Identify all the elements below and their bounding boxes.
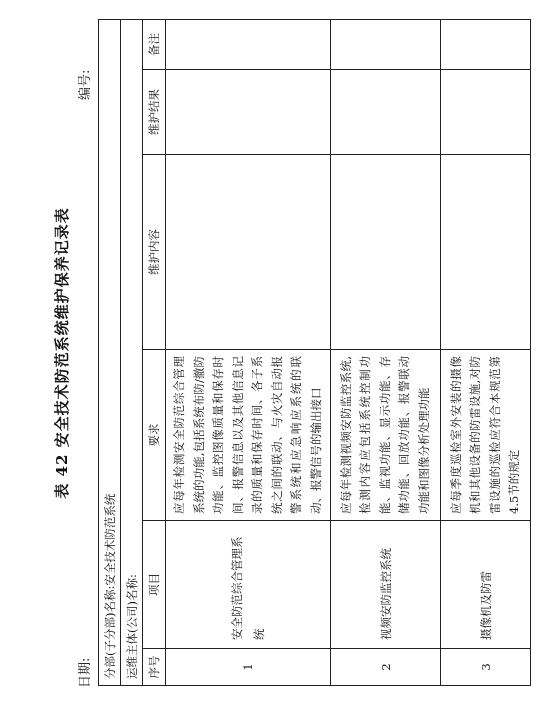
division-row	[99, 19, 121, 685]
header-content: 维护内容	[143, 155, 166, 350]
row-remark-cell[interactable]	[166, 19, 331, 69]
row-content-cell[interactable]	[331, 155, 441, 350]
column-header-row	[143, 19, 166, 685]
row-item: 视频安防监控系统	[331, 521, 441, 649]
division-label: 分部(子分部)名称:	[102, 585, 117, 679]
row-remark-cell[interactable]	[331, 19, 441, 69]
header-requirement: 要求	[143, 350, 166, 521]
row-seq: 3	[441, 649, 531, 686]
row-requirement: 应每年检测安全防范综合管理系统的功能,包括系统布防/撤防功能、监控图像质量和保存时间、报警信息以及其他信息记录的质量和保存时间、各子系统之间的联动、与火灾自动报警系统和应急响应系统的联动、报警信号的输出接口	[166, 350, 331, 521]
table-row	[166, 19, 331, 685]
row-seq: 1	[166, 649, 331, 686]
header-item: 项目	[143, 521, 166, 649]
row-requirement: 应每季度巡检室外安装的摄像机和其他设备的防雷设施,对防雷设施的巡检应符合本规范第4.5节的规定	[441, 350, 531, 521]
header-result: 维护结果	[143, 70, 166, 155]
division-value: 安全技术防范系统	[102, 493, 117, 586]
row-result-cell[interactable]	[331, 70, 441, 155]
maintainer-row	[121, 19, 143, 685]
row-result-cell[interactable]	[166, 70, 331, 155]
header-seq: 序号	[143, 649, 166, 686]
row-remark-cell[interactable]	[441, 19, 531, 69]
row-requirement: 应每年检测视频安防监控系统,检测内容应包括系统控制功能、监视功能、显示功能、存储功能、回放功能、报警联动功能和图像分析处理功能	[331, 350, 441, 521]
maintainer-cell	[121, 19, 143, 685]
maintenance-record-table	[98, 19, 531, 686]
division-cell	[99, 19, 121, 685]
row-item: 摄像机及防雷	[441, 521, 531, 649]
row-content-cell[interactable]	[166, 155, 331, 350]
row-content-cell[interactable]	[441, 155, 531, 350]
number-label: 编号:	[78, 69, 93, 100]
header-remark: 备注	[143, 19, 166, 69]
table-row	[441, 19, 531, 685]
row-item: 安全防范综合管理系统	[166, 521, 331, 649]
table-title: 表 42 安全技术防范系统维护保养记录表	[53, 207, 71, 499]
maintainer-label: 运维主体(公司)名称:	[124, 574, 139, 679]
row-seq: 2	[331, 649, 441, 686]
row-result-cell[interactable]	[441, 70, 531, 155]
date-label: 日期:	[78, 657, 93, 688]
table-row	[331, 19, 441, 685]
